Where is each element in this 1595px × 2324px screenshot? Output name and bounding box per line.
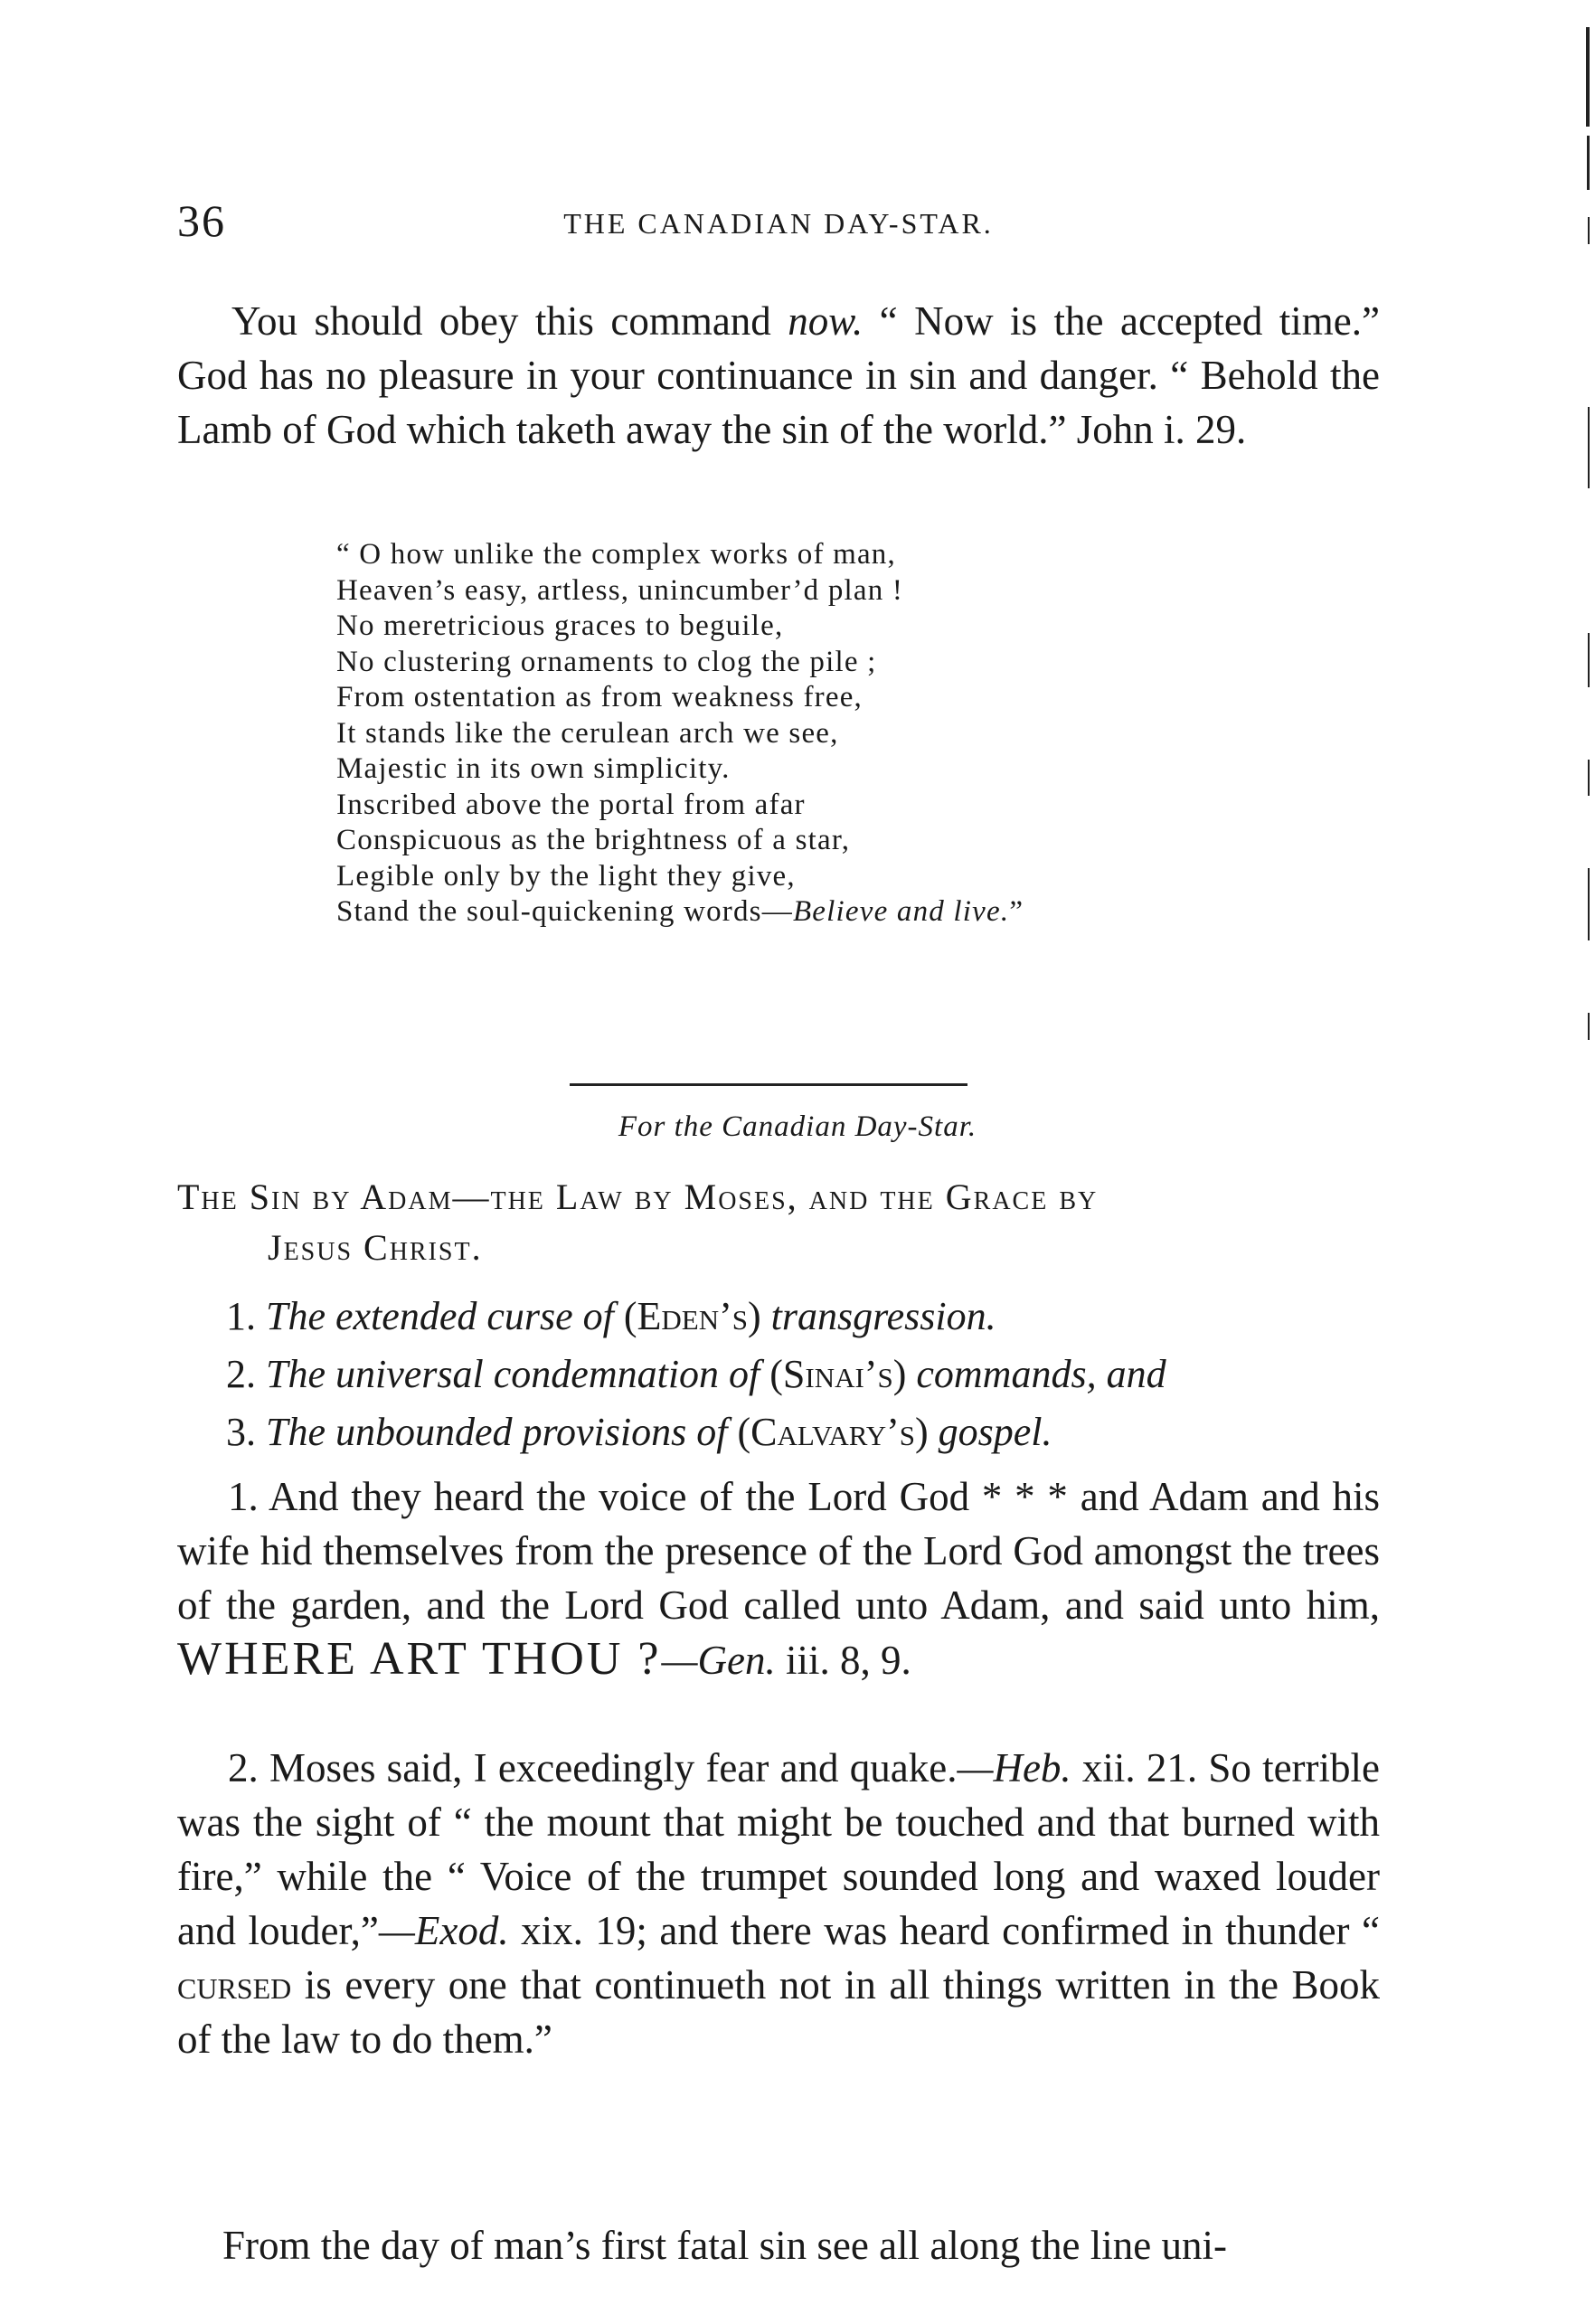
poem-last-emphasis: Believe and live.	[792, 895, 1010, 928]
outline-name: (Sinai’s)	[769, 1352, 907, 1396]
outline-text: gospel.	[928, 1410, 1052, 1454]
poem-block	[336, 537, 1241, 931]
outline-item	[226, 1403, 1392, 1461]
poem-last-quote: ”	[1009, 895, 1024, 928]
scripture-reference: —Gen.	[661, 1638, 776, 1683]
article-title-line-1: The Sin by Adam—the Law by Moses, and the Grace by	[177, 1176, 1099, 1217]
poem-line: “ O how unlike the complex works of man,	[336, 538, 896, 571]
section-divider	[570, 1083, 967, 1086]
outline-text: The extended curse of	[266, 1294, 624, 1338]
binding-edge	[1579, 0, 1595, 1447]
paragraph-emphasis: WHERE ART THOU ?	[177, 1633, 662, 1685]
scripture-reference: —Exod.	[378, 1908, 509, 1953]
poem-line: No clustering ornaments to clog the pile ;	[336, 645, 877, 678]
paragraph-emphasis: cursed	[177, 1962, 292, 2008]
intro-paragraph	[177, 294, 1380, 457]
outline-number: 3.	[226, 1410, 266, 1454]
outline-list	[226, 1288, 1392, 1461]
poem-line: From ostentation as from weakness free,	[336, 681, 863, 713]
poem-line: It stands like the cerulean arch we see,	[336, 716, 839, 750]
paragraph-text: iii. 8, 9.	[775, 1638, 911, 1683]
poem-line: Conspicuous as the brightness of a star,	[336, 824, 851, 856]
outline-name: (Calvary’s)	[737, 1410, 929, 1454]
paragraph-text: 2. Moses said, I exceedingly fear and quake.	[228, 1745, 958, 1790]
running-title: THE CANADIAN DAY-STAR.	[563, 207, 994, 240]
outline-number: 2.	[226, 1352, 266, 1396]
outline-name: (Eden’s)	[623, 1294, 761, 1338]
outline-text: commands, and	[906, 1352, 1166, 1396]
poem-line: Legible only by the light they give,	[336, 859, 796, 893]
article-title-line-2: Jesus Christ.	[268, 1227, 483, 1268]
poem-line: Majestic in its own simplicity.	[336, 752, 731, 785]
outline-item	[226, 1346, 1392, 1403]
poem-line-last	[336, 894, 1241, 931]
paragraph-text: 1. And they heard the voice of the Lord God * * * and Adam and his wife hid themselves from the presence of the Lord God amongst the trees of the garden, and the Lord God called unto Adam, and said unto him,	[177, 1474, 1380, 1628]
intro-emphasis-now: now.	[788, 298, 864, 344]
outline-text: The universal condemnation of	[266, 1352, 770, 1396]
paragraph-eden	[177, 1469, 1380, 1687]
paragraph-text: xii. 21. So terrible was the sight of “ the mount that might be touched and that burned with fire,” while the “ Voice of the trumpet sounded long and waxed louder and louder,”	[177, 1745, 1380, 1953]
outline-item	[226, 1288, 1392, 1346]
outline-text: The unbounded provisions of	[266, 1410, 738, 1454]
outline-number: 1.	[226, 1294, 266, 1338]
poem-line: Heaven’s easy, artless, unincumber’d plan !	[336, 573, 904, 607]
outline-text: transgression.	[760, 1294, 996, 1338]
intro-text-b: “ Now is the accepted time.” God has no pleasure in your continuance in sin and danger. “ Behold the Lamb of God which taketh away the sin of the world.” John i. 29.	[177, 298, 1381, 452]
page-number: 36	[177, 195, 226, 246]
paragraph-continuation: From the day of man’s first fatal sin see all along the line uni-	[222, 2223, 1227, 2268]
scripture-reference: —Heb.	[957, 1745, 1071, 1790]
intro-text-a: You should obey this command	[231, 298, 788, 344]
paragraph-text: is every one that continueth not in all things written in the Book of the law to do them.”	[177, 1962, 1380, 2062]
paragraph-sinai	[177, 1741, 1380, 2066]
poem-line: No meretricious graces to beguile,	[336, 609, 784, 642]
article-credit: For the Canadian Day-Star.	[618, 1110, 977, 1143]
article-title	[177, 1172, 1380, 1273]
poem-last-text: Stand the soul-quickening words—	[336, 895, 793, 928]
page-header	[177, 194, 1380, 258]
paragraph-text: xix. 19; and there was heard confirmed in thunder “	[508, 1908, 1381, 1953]
poem-line: Inscribed above the portal from afar	[336, 788, 806, 821]
